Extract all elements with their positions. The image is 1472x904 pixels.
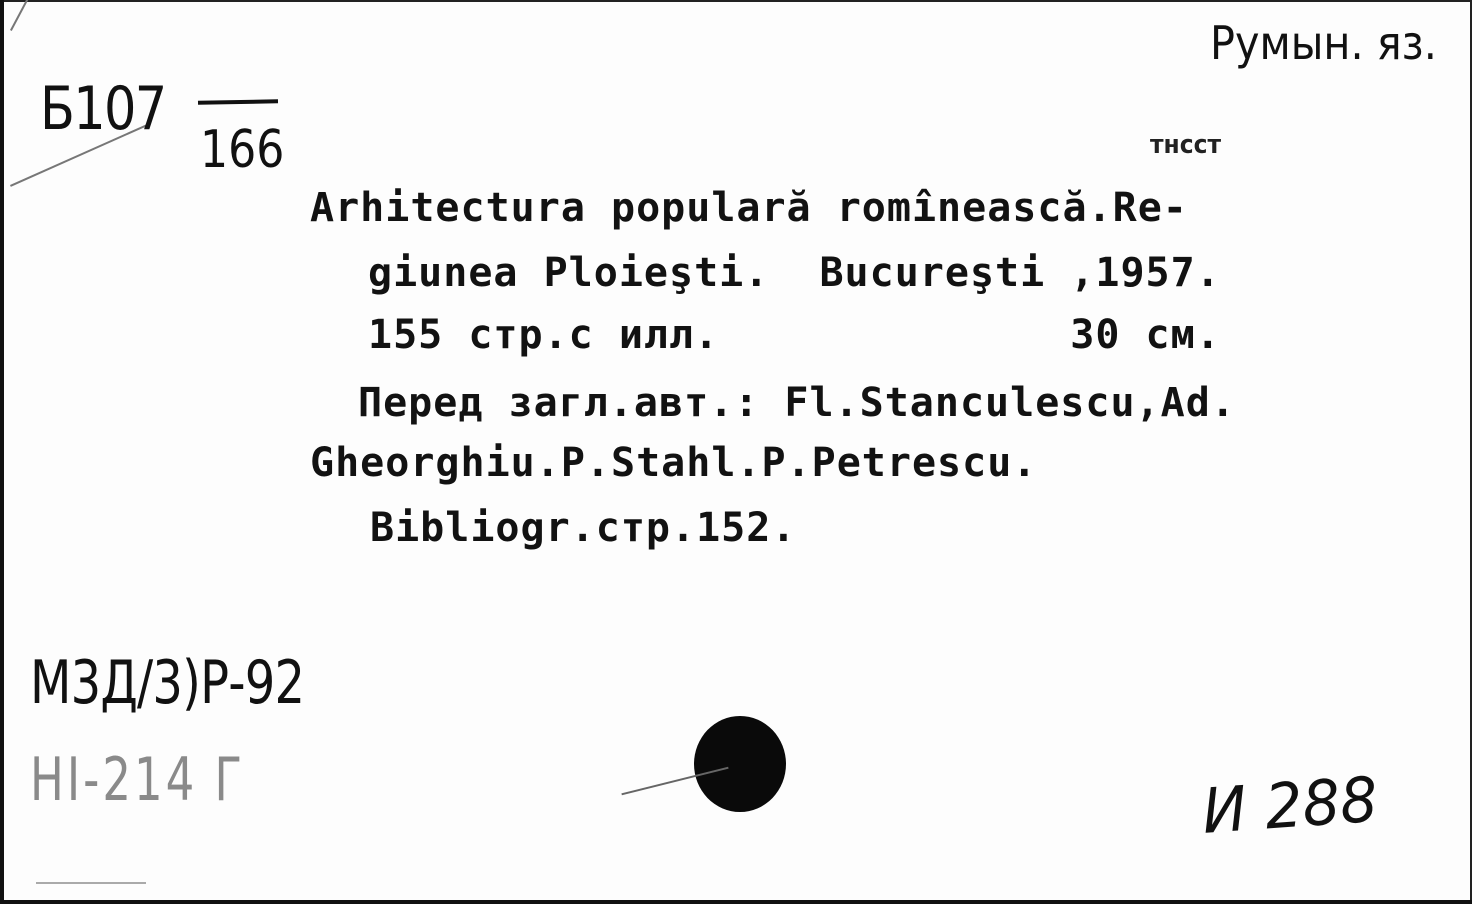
punch-hole bbox=[694, 716, 786, 812]
card-edge-bottom bbox=[0, 900, 1472, 904]
pencil-mark bbox=[10, 0, 96, 31]
shelf-mark: Б107 bbox=[40, 74, 166, 144]
card-edge-top bbox=[0, 0, 1472, 2]
entry-line: Перед загл.авт.: Fl.Stanculescu,Ad. bbox=[358, 380, 1236, 426]
language-note: Румын. яз. bbox=[1210, 16, 1437, 70]
faded-code: НІ-214 Г bbox=[30, 745, 245, 815]
classification-code: М3Д/3)Р-92 bbox=[30, 648, 305, 718]
shelf-mark-number: 166 bbox=[200, 120, 285, 180]
entry-line: Gheorghiu.P.Stahl.P.Petrescu. bbox=[310, 440, 1038, 486]
pencil-mark bbox=[36, 882, 146, 884]
inventory-number: И 288 bbox=[1200, 762, 1380, 848]
entry-line: Bibliogr.стр.152. bbox=[370, 505, 797, 551]
entry-line: Arhitectura populară romînească.Re- bbox=[310, 185, 1188, 231]
entry-line: giunea Ploieşti. Bucureşti ,1957. bbox=[368, 250, 1221, 296]
entry-line: 155 стр.с илл. 30 см. bbox=[368, 312, 1221, 358]
handwritten-note: тнсст bbox=[1150, 130, 1222, 160]
card-edge-left bbox=[0, 0, 4, 904]
shelf-mark-divider bbox=[198, 99, 278, 104]
